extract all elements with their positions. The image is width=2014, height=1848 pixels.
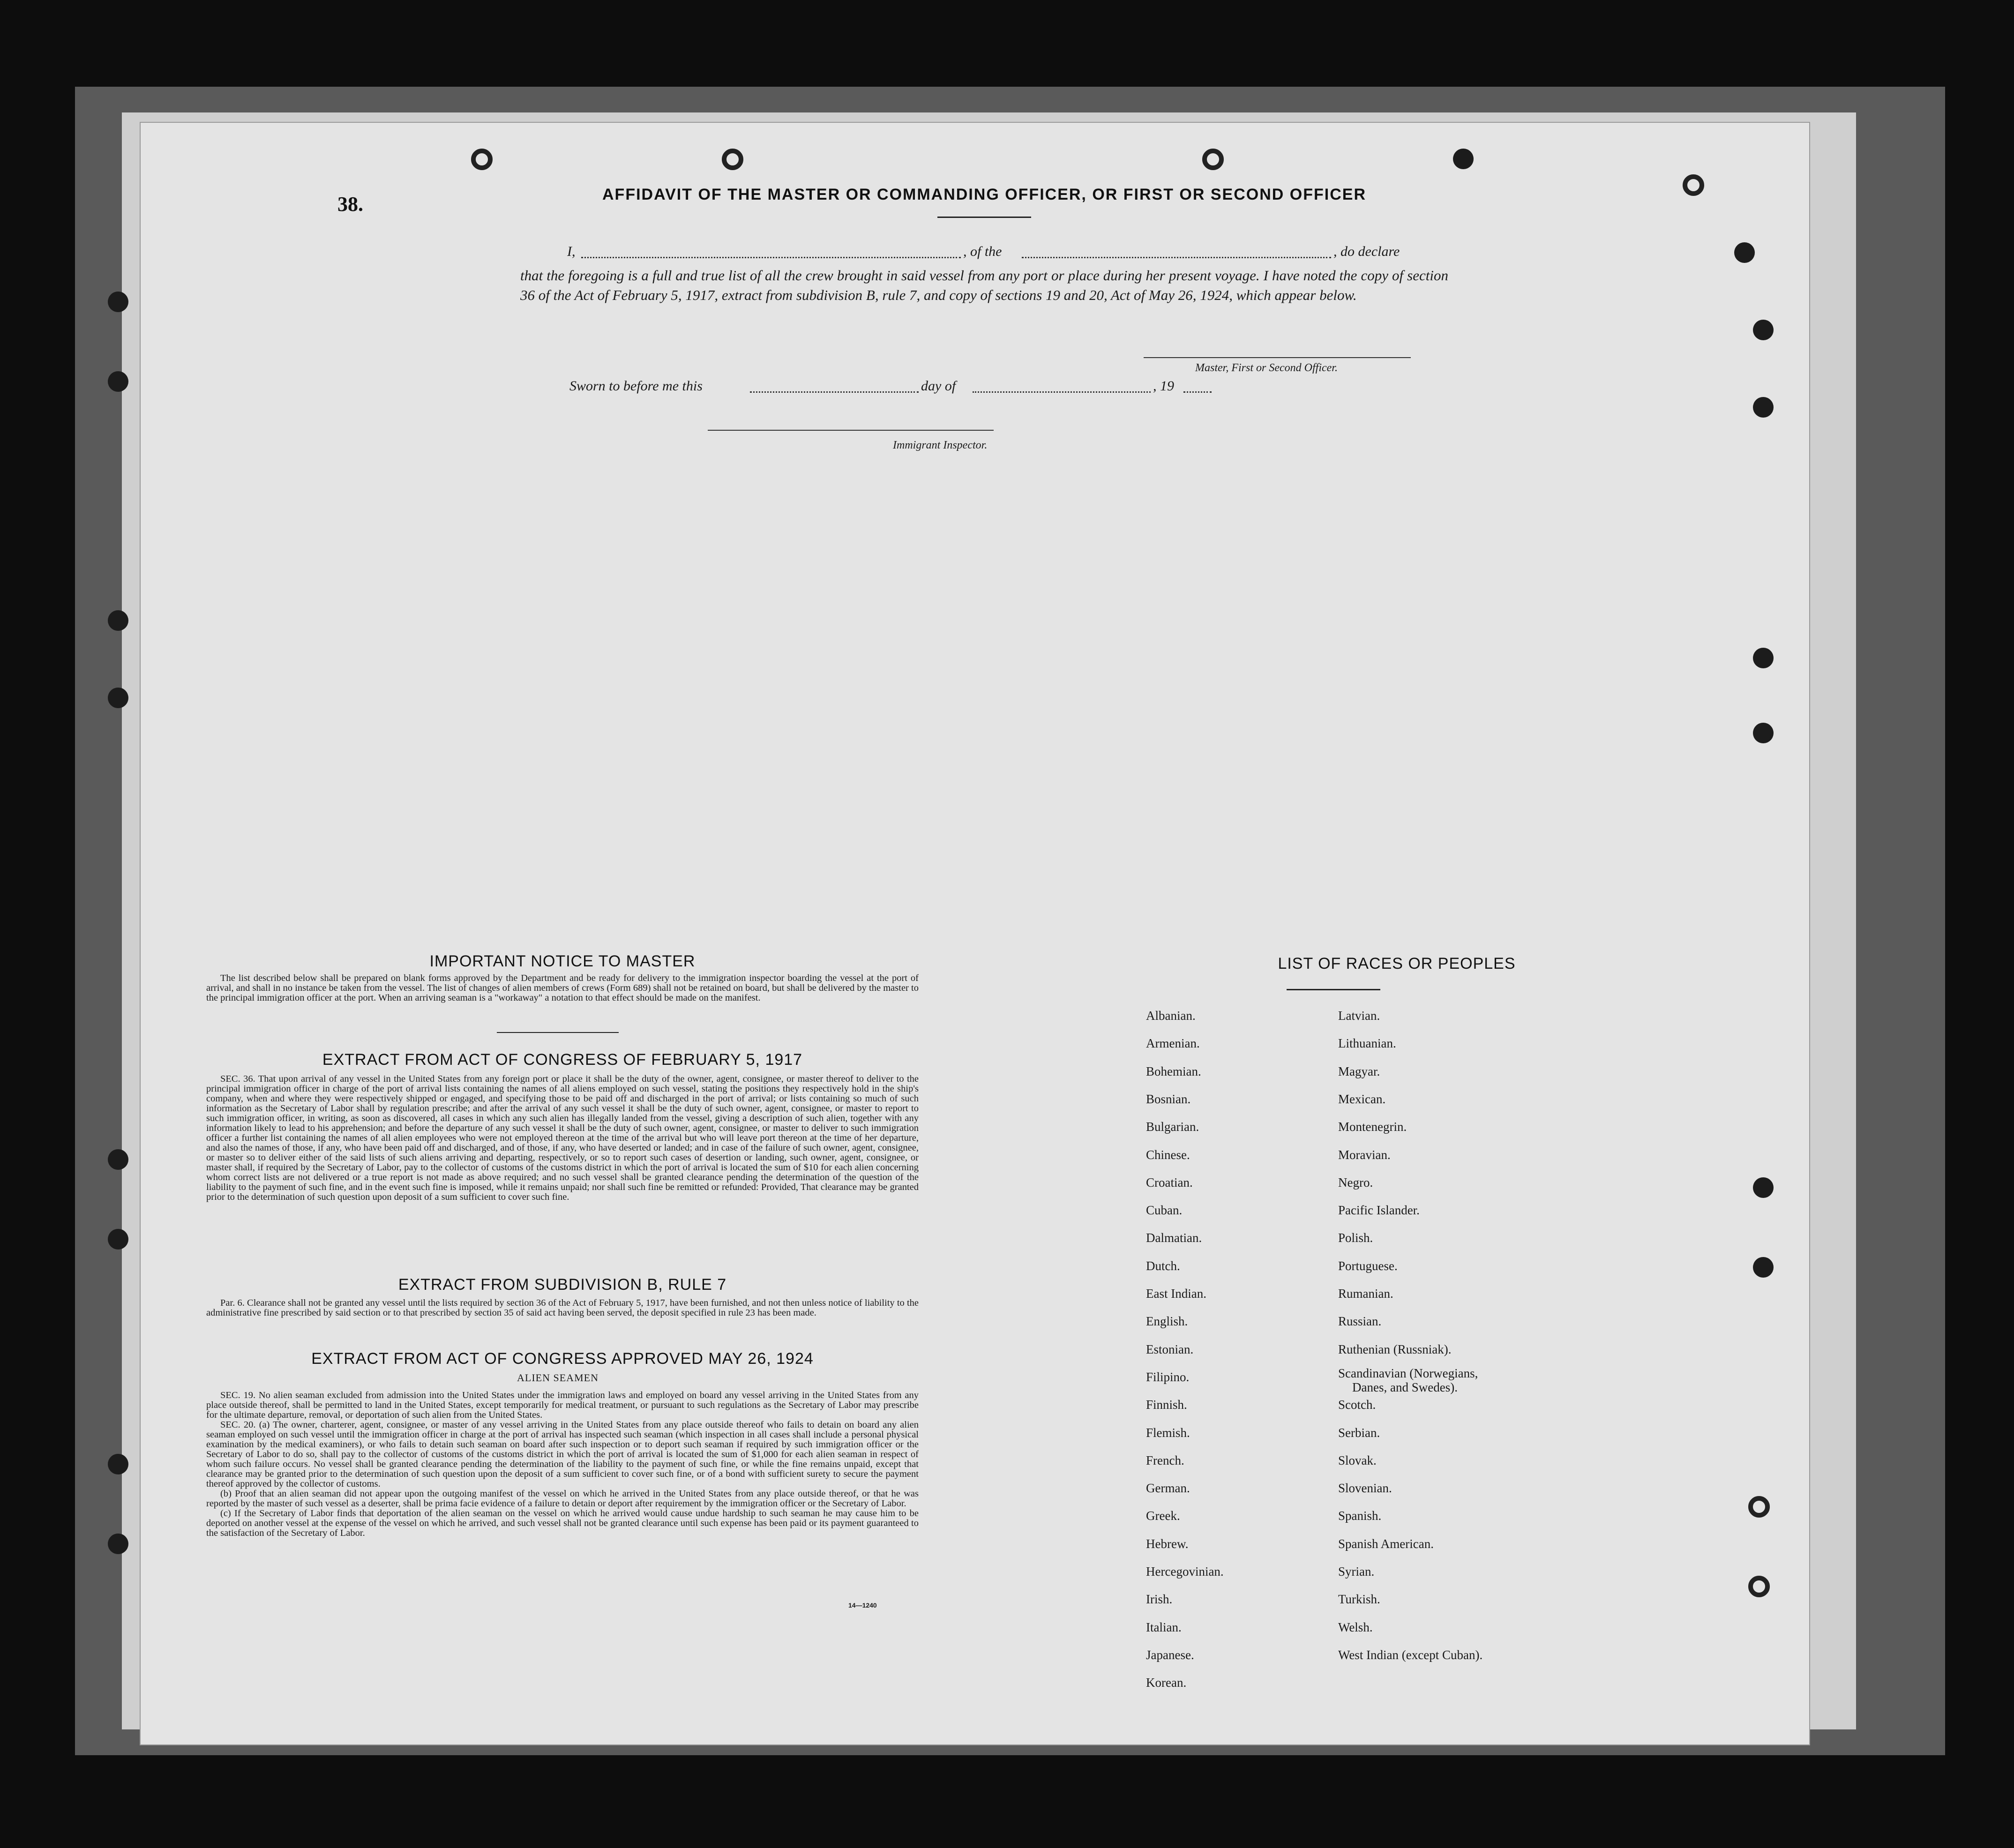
notice-body bbox=[206, 973, 919, 1003]
divider bbox=[497, 1032, 619, 1033]
notice-title: IMPORTANT NOTICE TO MASTER bbox=[429, 952, 696, 970]
affidavit-body: that the foregoing is a full and true list of all the crew brought in said vessel from any port or place during her present voyage. I have noted the copy of section 36 of the Act of February 5, 1917, extract from subdivision B, rule 7, and copy of sections 19 and 20, Act of May 26, 1924, which appear below. bbox=[520, 267, 1448, 303]
race-item: Moravian. bbox=[1338, 1147, 1391, 1162]
punch-hole-icon bbox=[108, 688, 128, 708]
race-item: Filipino. bbox=[1146, 1369, 1190, 1384]
alien-seamen-subtitle: ALIEN SEAMEN bbox=[517, 1372, 599, 1384]
punch-hole-icon bbox=[1753, 723, 1774, 743]
race-item: Flemish. bbox=[1146, 1425, 1190, 1440]
race-item: Scandinavian (Norwegians, bbox=[1338, 1366, 1478, 1380]
race-item: Turkish. bbox=[1338, 1592, 1380, 1607]
punch-hole-icon bbox=[1683, 174, 1704, 196]
punch-hole-icon bbox=[108, 1534, 128, 1554]
affidavit-title: AFFIDAVIT OF THE MASTER OR COMMANDING OFFICER, OR FIRST OR SECOND OFFICER bbox=[602, 186, 1366, 203]
race-item: Magyar. bbox=[1338, 1064, 1380, 1078]
race-item: Scotch. bbox=[1338, 1398, 1376, 1412]
race-item: West Indian (except Cuban). bbox=[1338, 1647, 1483, 1662]
par6-paragraph: Par. 6. Clearance shall not be granted any vessel until the lists required by section 36 of the Act of February 5, 1917, have been furnished, and not then unless notice of liability to the administrative fine prescribed by said section or to that prescribed by section 35 of said act having been served, the deposit specified in rule 23 has been made. bbox=[206, 1298, 919, 1318]
race-item: Bohemian. bbox=[1146, 1064, 1201, 1078]
race-item: Portuguese. bbox=[1338, 1258, 1398, 1273]
race-item: Armenian. bbox=[1146, 1036, 1200, 1051]
race-item: Welsh. bbox=[1338, 1620, 1373, 1634]
year-blank bbox=[1183, 391, 1212, 393]
race-item: Hebrew. bbox=[1146, 1536, 1189, 1551]
sec20a-paragraph: SEC. 20. (a) The owner, charterer, agent, consignee, or master of any vessel arriving in the United States from any place outside thereof who fails to detain on board any alien seaman employed on such vessel until the immigration officer in charge at the port of arrival has inspected such seaman (which inspection in all cases shall include a personal physical examination by the medical examiners), or who fails to detain such seaman on board after such inspection or to deport such seaman if required by such immigration officer or the Secretary of Labor to do so, shall pay to the collector of customs of the customs district in which the port of arrival is located the sum of $1,000 for each alien seaman in respect of whom such failure occurs. No vessel shall be granted clearance pending the determination of the liability to the payment of such fine, or while the fine remains unpaid, except that clearance may be granted prior to the determination of such question upon the deposit of a sum sufficient to cover such fine, or of a bond with sufficient surety to secure the payment thereof approved by the collector of customs. bbox=[206, 1420, 919, 1489]
document-page bbox=[141, 123, 1809, 1744]
race-item: Dutch. bbox=[1146, 1258, 1180, 1273]
handwritten-mark: 38. bbox=[337, 193, 363, 216]
race-item: Italian. bbox=[1146, 1620, 1182, 1634]
divider bbox=[1287, 989, 1380, 990]
race-item: Lithuanian. bbox=[1338, 1036, 1396, 1051]
race-item: Korean. bbox=[1146, 1676, 1187, 1690]
punch-hole-icon bbox=[1748, 1576, 1770, 1597]
race-item: Russian. bbox=[1338, 1314, 1382, 1329]
punch-hole-icon bbox=[1734, 242, 1755, 263]
divider bbox=[937, 217, 1031, 218]
race-item: Bulgarian. bbox=[1146, 1120, 1199, 1134]
affidavit-declare-label: , do declare bbox=[1333, 244, 1400, 259]
race-item: Spanish. bbox=[1338, 1509, 1382, 1523]
race-item: English. bbox=[1146, 1314, 1188, 1329]
extract-1917-title: EXTRACT FROM ACT OF CONGRESS OF FEBRUARY 5, 1917 bbox=[322, 1051, 803, 1069]
race-item: East Indian. bbox=[1146, 1287, 1206, 1301]
punch-hole-icon bbox=[1453, 149, 1474, 169]
race-item: Rumanian. bbox=[1338, 1287, 1393, 1301]
race-item: Mexican. bbox=[1338, 1092, 1386, 1106]
affidavit-i-label: I, bbox=[567, 244, 576, 259]
punch-hole-icon bbox=[471, 149, 493, 170]
punch-hole-icon bbox=[108, 1454, 128, 1474]
punch-hole-icon bbox=[108, 371, 128, 392]
month-blank bbox=[973, 391, 1151, 393]
sec20b-paragraph: (b) Proof that an alien seaman did not appear upon the outgoing manifest of the vessel on which he arrived in the United States from any place outside thereof, or that he was reported by the master of such vessel as a deserter, shall be prima facie evidence of a failure to detain or deport after requirement by the immigration officer or the Secretary of Labor. bbox=[206, 1489, 919, 1509]
form-number: 14—1240 bbox=[848, 1601, 877, 1609]
sec20c-paragraph: (c) If the Secretary of Labor finds that deportation of the alien seaman on the vessel on which he arrived would cause undue hardship to such seaman he may cause him to be deported on another vessel at the expense of the vessel on which he arrived, and such vessel shall not be granted clearance until such expense has been paid or its payment guaranteed to the satisfaction of the Secretary of Labor. bbox=[206, 1508, 919, 1538]
day-of-label: day of bbox=[921, 378, 956, 394]
punch-hole-icon bbox=[1753, 1177, 1774, 1198]
race-item: Slovak. bbox=[1338, 1453, 1377, 1467]
race-item: Slovenian. bbox=[1338, 1481, 1392, 1496]
race-item: Serbian. bbox=[1338, 1425, 1380, 1440]
race-item: Japanese. bbox=[1146, 1647, 1194, 1662]
race-item: Negro. bbox=[1338, 1175, 1373, 1190]
sec19-paragraph: SEC. 19. No alien seaman excluded from admission into the United States under the immigration laws and employed on board any vessel arriving in the United States from any place outside thereof, shall be permitted to land in the United States, except temporarily for medical treatment, or pursuant to such regulations as the Secretary of Labor may prescribe for the ultimate departure, removal, or deportation of such alien from the United States. bbox=[206, 1390, 919, 1420]
races-title: LIST OF RACES OR PEOPLES bbox=[1278, 955, 1516, 973]
race-item: German. bbox=[1146, 1481, 1190, 1496]
race-item: Greek. bbox=[1146, 1509, 1180, 1523]
punch-hole-icon bbox=[108, 610, 128, 631]
signature-caption: Master, First or Second Officer. bbox=[1195, 362, 1338, 374]
punch-hole-icon bbox=[108, 1149, 128, 1170]
race-item: Croatian. bbox=[1146, 1175, 1193, 1190]
punch-hole-icon bbox=[108, 292, 128, 312]
notice-paragraph: The list described below shall be prepared on blank forms approved by the Department and be ready for delivery to the immigration inspector boarding the vessel at the port of arrival, and shall in no instance be taken from the vessel. The list of changes of alien members of crews (Form 689) shall not be retained on board, but shall be delivered by the master to the principal immigration officer at the port. When an arriving seaman is a "workaway" a notation to that effect should be made on the manifest. bbox=[206, 973, 919, 1003]
race-item: Syrian. bbox=[1338, 1564, 1375, 1579]
race-item: Irish. bbox=[1146, 1592, 1173, 1607]
signature-line bbox=[1144, 357, 1411, 358]
race-item: Finnish. bbox=[1146, 1398, 1187, 1412]
subdivision-body bbox=[206, 1298, 919, 1318]
race-item: Latvian. bbox=[1338, 1009, 1380, 1023]
subdivision-title: EXTRACT FROM SUBDIVISION B, RULE 7 bbox=[398, 1276, 727, 1294]
punch-hole-icon bbox=[1753, 1257, 1774, 1278]
race-item: Albanian. bbox=[1146, 1009, 1196, 1023]
year-label: , 19 bbox=[1153, 378, 1174, 394]
affidavit-of-the-label: , of the bbox=[963, 244, 1002, 259]
day-blank bbox=[750, 391, 919, 393]
punch-hole-icon bbox=[1202, 149, 1224, 170]
race-item: Estonian. bbox=[1146, 1342, 1194, 1356]
race-item: Hercegovinian. bbox=[1146, 1564, 1224, 1579]
punch-hole-icon bbox=[722, 149, 743, 170]
race-item: Dalmatian. bbox=[1146, 1231, 1202, 1245]
race-item: Chinese. bbox=[1146, 1147, 1190, 1162]
race-item: Montenegrin. bbox=[1338, 1120, 1407, 1134]
punch-hole-icon bbox=[108, 1229, 128, 1249]
name-blank bbox=[581, 257, 961, 258]
race-item: Cuban. bbox=[1146, 1203, 1183, 1218]
inspector-caption: Immigrant Inspector. bbox=[893, 439, 988, 451]
punch-hole-icon bbox=[1753, 320, 1774, 340]
vessel-blank bbox=[1022, 257, 1331, 258]
sworn-label: Sworn to before me this bbox=[569, 378, 703, 394]
punch-hole-icon bbox=[1748, 1496, 1770, 1518]
punch-hole-icon bbox=[1753, 648, 1774, 668]
race-item: Pacific Islander. bbox=[1338, 1203, 1420, 1218]
race-item: Spanish American. bbox=[1338, 1536, 1434, 1551]
race-item: Danes, and Swedes). bbox=[1352, 1380, 1458, 1394]
race-item: Bosnian. bbox=[1146, 1092, 1191, 1106]
extract-1924-title: EXTRACT FROM ACT OF CONGRESS APPROVED MAY 26, 1924 bbox=[311, 1350, 814, 1368]
sec36-paragraph: SEC. 36. That upon arrival of any vessel in the United States from any foreign port or place it shall be the duty of the owner, agent, consignee, or master thereof to deliver to the principal immigration officer in charge of the port of arrival lists containing the names of all aliens employed on such vessel, stating the positions they respectively hold in the ship's company, when and where they were respectively shipped or engaged, and specifying those to be paid off and discharged in the port of arrival; or lists containing so much of such information as the Secretary of Labor shall by regulation prescribe; and after the arrival of any such vessel it shall be the duty of such owner, agent, consignee, or master to report to such immigration officer, in writing, as soon as discovered, all cases in which any such alien has illegally landed from the vessel, giving a description of such alien, together with any information likely to lead to his apprehension; and before the departure of any such vessel it shall be the duty of such owner, agent, consignee, or master to deliver to such immigration officer a further list containing the names of all alien employees who were not employed thereon at the time of the arrival but who will leave port thereon at the time of her departure, and also the names of those, if any, who have been paid off and discharged, and of those, if any, who have deserted or landed; and in case of the failure of such owner, agent, consignee, or master so to deliver either of the said lists of such aliens arriving and departing, respectively, or so to report such cases of desertion or landing, such owner, agent, consignee, or master shall, if required by the Secretary of Labor, pay to the collector of customs of the customs district in which the port of arrival is located the sum of $10 for each alien concerning whom correct lists are not delivered or a true report is not made as above required; and no such vessel shall be granted clearance pending the determination of the question of the liability to the payment of such fine, and in the event such fine is imposed, while it remains unpaid; nor shall such fine be remitted or refunded: Provided, That clearance may be granted prior to the determination of such question upon deposit of a sum sufficient to cover such fine. bbox=[206, 1074, 919, 1202]
extract-1924-body bbox=[206, 1391, 919, 1538]
race-item: French. bbox=[1146, 1453, 1184, 1467]
race-item: Ruthenian (Russniak). bbox=[1338, 1342, 1452, 1356]
race-item: Polish. bbox=[1338, 1231, 1373, 1245]
extract-1917-body bbox=[206, 1074, 919, 1202]
punch-hole-icon bbox=[1753, 397, 1774, 418]
inspector-signature-line bbox=[708, 430, 994, 431]
